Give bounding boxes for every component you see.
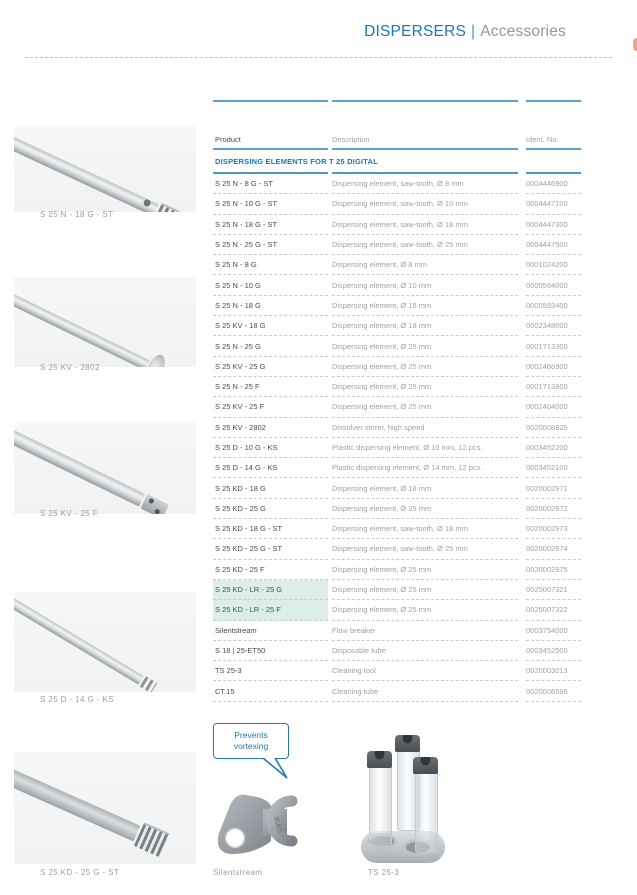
description-cell: Dispersing element, Ø 25 mm — [332, 336, 518, 356]
description-cell: Dissolver stirrer, high speed — [332, 418, 518, 438]
ident-no-cell: 0004447500 — [526, 235, 581, 255]
description-cell: Dispersing element, saw-tooth, Ø 8 mm — [332, 174, 518, 194]
dispersing-shaft-illustration — [14, 593, 157, 692]
product-cell: S 25 KD - 25 F — [213, 560, 328, 580]
callout-line2: vortexing — [233, 741, 269, 751]
table-row — [213, 235, 583, 255]
column-header-ident-no: Ident. No. — [526, 135, 559, 144]
ident-no-cell: 0004447300 — [526, 215, 581, 235]
product-cell: S 25 KD - 25 G — [213, 499, 328, 519]
table-row — [213, 215, 583, 235]
table-row — [213, 377, 583, 397]
description-cell: Flow breaker — [332, 621, 518, 641]
page-title — [364, 23, 566, 41]
ident-no-cell: 0003452500 — [526, 641, 581, 661]
ident-no-cell: 0020002971 — [526, 478, 581, 498]
ts25-3-image — [357, 725, 452, 867]
description-cell: Plastic dispersing element, Ø 14 mm, 12 pcs. — [332, 458, 518, 478]
product-image-s25n-18g-st — [14, 126, 196, 212]
ident-no-cell: 0020002972 — [526, 499, 581, 519]
shaft-rod — [14, 426, 145, 507]
product-cell: S 25 N - 25 F — [213, 377, 328, 397]
ident-no-cell: 0020002974 — [526, 539, 581, 559]
product-cell: S 18 | 25-ET50 — [213, 641, 328, 661]
sample-tube — [369, 765, 392, 847]
table-body — [213, 174, 583, 702]
table-row — [213, 194, 583, 214]
description-cell: Dispersing element, Ø 25 mm — [332, 397, 518, 417]
page-edge-marker — [633, 38, 637, 51]
table-row — [213, 641, 583, 661]
image-caption: S 25 KD - 25 G - ST — [40, 868, 120, 877]
description-cell: Dispersing element, Ø 25 mm — [332, 377, 518, 397]
table-section-title: DISPERSING ELEMENTS FOR T 25 DIGITAL — [215, 156, 378, 166]
product-image-s25kv-2802 — [14, 277, 196, 367]
product-cell: S 25 KD - 25 G - ST — [213, 539, 328, 559]
description-cell: Dispersing element, Ø 10 mm — [332, 275, 518, 295]
product-image-s25kd-25g-st — [14, 752, 196, 864]
table-row — [213, 275, 583, 295]
table-row — [213, 418, 583, 438]
product-cell: S 25 KD - 18 G - ST — [213, 519, 328, 539]
ident-no-cell: 0003452100 — [526, 458, 581, 478]
product-cell: S 25 KD - LR - 25 F — [213, 600, 328, 620]
product-cell: S 25 KD - LR - 25 G — [213, 580, 328, 600]
table-row — [213, 478, 583, 498]
description-cell: Plastic dispersing element, Ø 10 mm, 12 pcs. — [332, 438, 518, 458]
table-row — [213, 458, 583, 478]
image-caption: S 25 KV - 2802 — [40, 363, 100, 372]
ident-no-cell: 0000594000 — [526, 275, 581, 295]
description-cell: Dispersing element, Ø 18 mm — [332, 316, 518, 336]
page-title-section: Accessories — [480, 23, 566, 40]
dispersing-shaft-illustration — [14, 131, 180, 212]
description-cell: Dispersing element, Ø 18 mm — [332, 478, 518, 498]
shaft-rod — [14, 134, 159, 212]
tube-cap — [413, 757, 438, 774]
ident-no-cell: 0020008825 — [526, 418, 581, 438]
ident-no-cell: 0020003013 — [526, 661, 581, 681]
callout-line1: Prevents — [234, 730, 268, 741]
product-cell: S 25 KV - 25 G — [213, 357, 328, 377]
ident-no-cell: 0020006595 — [526, 681, 581, 701]
dispersing-shaft-illustration — [14, 281, 169, 367]
product-cell: S 25 KV - 25 F — [213, 397, 328, 417]
image-caption: TS 25-3 — [368, 868, 400, 877]
product-cell: S 25 N - 10 G — [213, 275, 328, 295]
table-header-rule — [213, 148, 583, 150]
table-row — [213, 316, 583, 336]
description-cell: Dispersing element, saw-tooth, Ø 25 mm — [332, 539, 518, 559]
ident-no-cell: 0004446900 — [526, 174, 581, 194]
table-row — [213, 681, 583, 701]
product-cell: S 25 N - 8 G - ST — [213, 174, 328, 194]
table-row — [213, 255, 583, 275]
shaft-rod — [14, 594, 144, 685]
column-header-product: Product — [215, 135, 241, 144]
table-row — [213, 661, 583, 681]
ident-no-cell: 0025007321 — [526, 580, 581, 600]
product-cell: TS 25-3 — [213, 661, 328, 681]
ident-no-cell: 0001713300 — [526, 336, 581, 356]
ident-no-cell: 0003452200 — [526, 438, 581, 458]
ident-no-cell: 0004447100 — [526, 194, 581, 214]
product-cell: S 25 N - 25 G - ST — [213, 235, 328, 255]
product-cell: S 25 N - 10 G - ST — [213, 194, 328, 214]
silentstream-image — [208, 775, 316, 865]
generator-tip — [141, 494, 170, 514]
product-cell: S 25 N - 18 G - ST — [213, 215, 328, 235]
table-row — [213, 519, 583, 539]
description-cell: Dispersing element, saw-tooth, Ø 18 mm — [332, 519, 518, 539]
ident-no-cell: 0000593400 — [526, 296, 581, 316]
page-title-category: DISPERSERS — [364, 23, 466, 40]
callout-tail — [262, 758, 292, 782]
image-caption: S 25 D - 14 G - KS — [40, 695, 114, 704]
table-row — [213, 438, 583, 458]
table-row — [213, 560, 583, 580]
plastic-tip — [140, 676, 157, 692]
description-cell: Dispersing element, Ø 25 mm — [332, 499, 518, 519]
description-cell: Dispersing element, Ø 25 mm — [332, 580, 518, 600]
description-cell: Cleaning tube — [332, 681, 518, 701]
table-row — [213, 174, 583, 194]
ident-no-cell: 0020002973 — [526, 519, 581, 539]
image-caption: Silentstream — [213, 868, 263, 877]
table-row — [213, 296, 583, 316]
table-row — [213, 397, 583, 417]
product-cell: CT.15 — [213, 681, 328, 701]
description-cell: Dispersing element, Ø 8 mm — [332, 255, 518, 275]
page-title-separator: | — [471, 23, 476, 40]
table-row — [213, 357, 583, 377]
image-caption: S 25 KV - 25 F — [40, 509, 99, 518]
ident-no-cell: 0002466900 — [526, 357, 581, 377]
ident-no-cell: 0020002975 — [526, 560, 581, 580]
description-cell: Dispersing element, Ø 25 mm — [332, 357, 518, 377]
table-row — [213, 499, 583, 519]
product-image-s25kv-25f — [14, 422, 196, 514]
silentstream-hole — [226, 829, 245, 848]
column-header-description: Description — [332, 135, 370, 144]
top-divider — [25, 57, 612, 58]
brand-mark: IKA® — [272, 815, 283, 834]
description-cell: Dispersing element, Ø 25 mm — [332, 600, 518, 620]
sample-tube — [415, 771, 438, 853]
product-cell: S 25 KV - 2802 — [213, 418, 328, 438]
product-cell: S 25 KD - 18 G — [213, 478, 328, 498]
ident-no-cell: 0001024200 — [526, 255, 581, 275]
tube-cap — [367, 751, 392, 768]
dispersing-shaft-illustration — [14, 425, 169, 514]
description-cell: Dispersing element, Ø 18 mm — [332, 296, 518, 316]
product-cell: S 25 N - 25 G — [213, 336, 328, 356]
description-cell: Dispersing element, saw-tooth, Ø 10 mm — [332, 194, 518, 214]
tube-cap — [395, 735, 420, 752]
product-cell: S 25 N - 18 G — [213, 296, 328, 316]
product-cell: S 25 D - 10 G - KS — [213, 438, 328, 458]
table-row — [213, 621, 583, 641]
product-cell: Silentstream — [213, 621, 328, 641]
ident-no-cell: 0002348000 — [526, 316, 581, 336]
shaft-rod — [14, 289, 150, 367]
product-cell: S 25 D - 14 G - KS — [213, 458, 328, 478]
ident-no-cell: 0025007322 — [526, 600, 581, 620]
dispersing-shaft-illustration — [14, 761, 170, 857]
description-cell: Dispersing element, saw-tooth, Ø 18 mm — [332, 215, 518, 235]
table-row — [213, 580, 583, 600]
ident-no-cell: 0002404000 — [526, 397, 581, 417]
table-row — [213, 336, 583, 356]
description-cell: Disposable tube — [332, 641, 518, 661]
image-caption: S 25 N - 18 G - ST — [40, 210, 114, 219]
description-cell: Dispersing element, Ø 25 mm — [332, 560, 518, 580]
shaft-rod — [14, 765, 141, 841]
accessories-table — [213, 95, 583, 702]
table-row — [213, 600, 583, 620]
table-top-rule — [213, 100, 583, 102]
table-row — [213, 539, 583, 559]
description-cell: Dispersing element, saw-tooth, Ø 25 mm — [332, 235, 518, 255]
description-cell: Cleaning tool — [332, 661, 518, 681]
prevents-vortexing-callout — [213, 723, 289, 759]
product-cell: S 25 N - 8 G — [213, 255, 328, 275]
table-header-row — [213, 102, 583, 148]
product-image-s25d-14g-ks — [14, 592, 196, 692]
product-cell: S 25 KV - 18 G — [213, 316, 328, 336]
ident-no-cell: 0003754000 — [526, 621, 581, 641]
ident-no-cell: 0001713800 — [526, 377, 581, 397]
